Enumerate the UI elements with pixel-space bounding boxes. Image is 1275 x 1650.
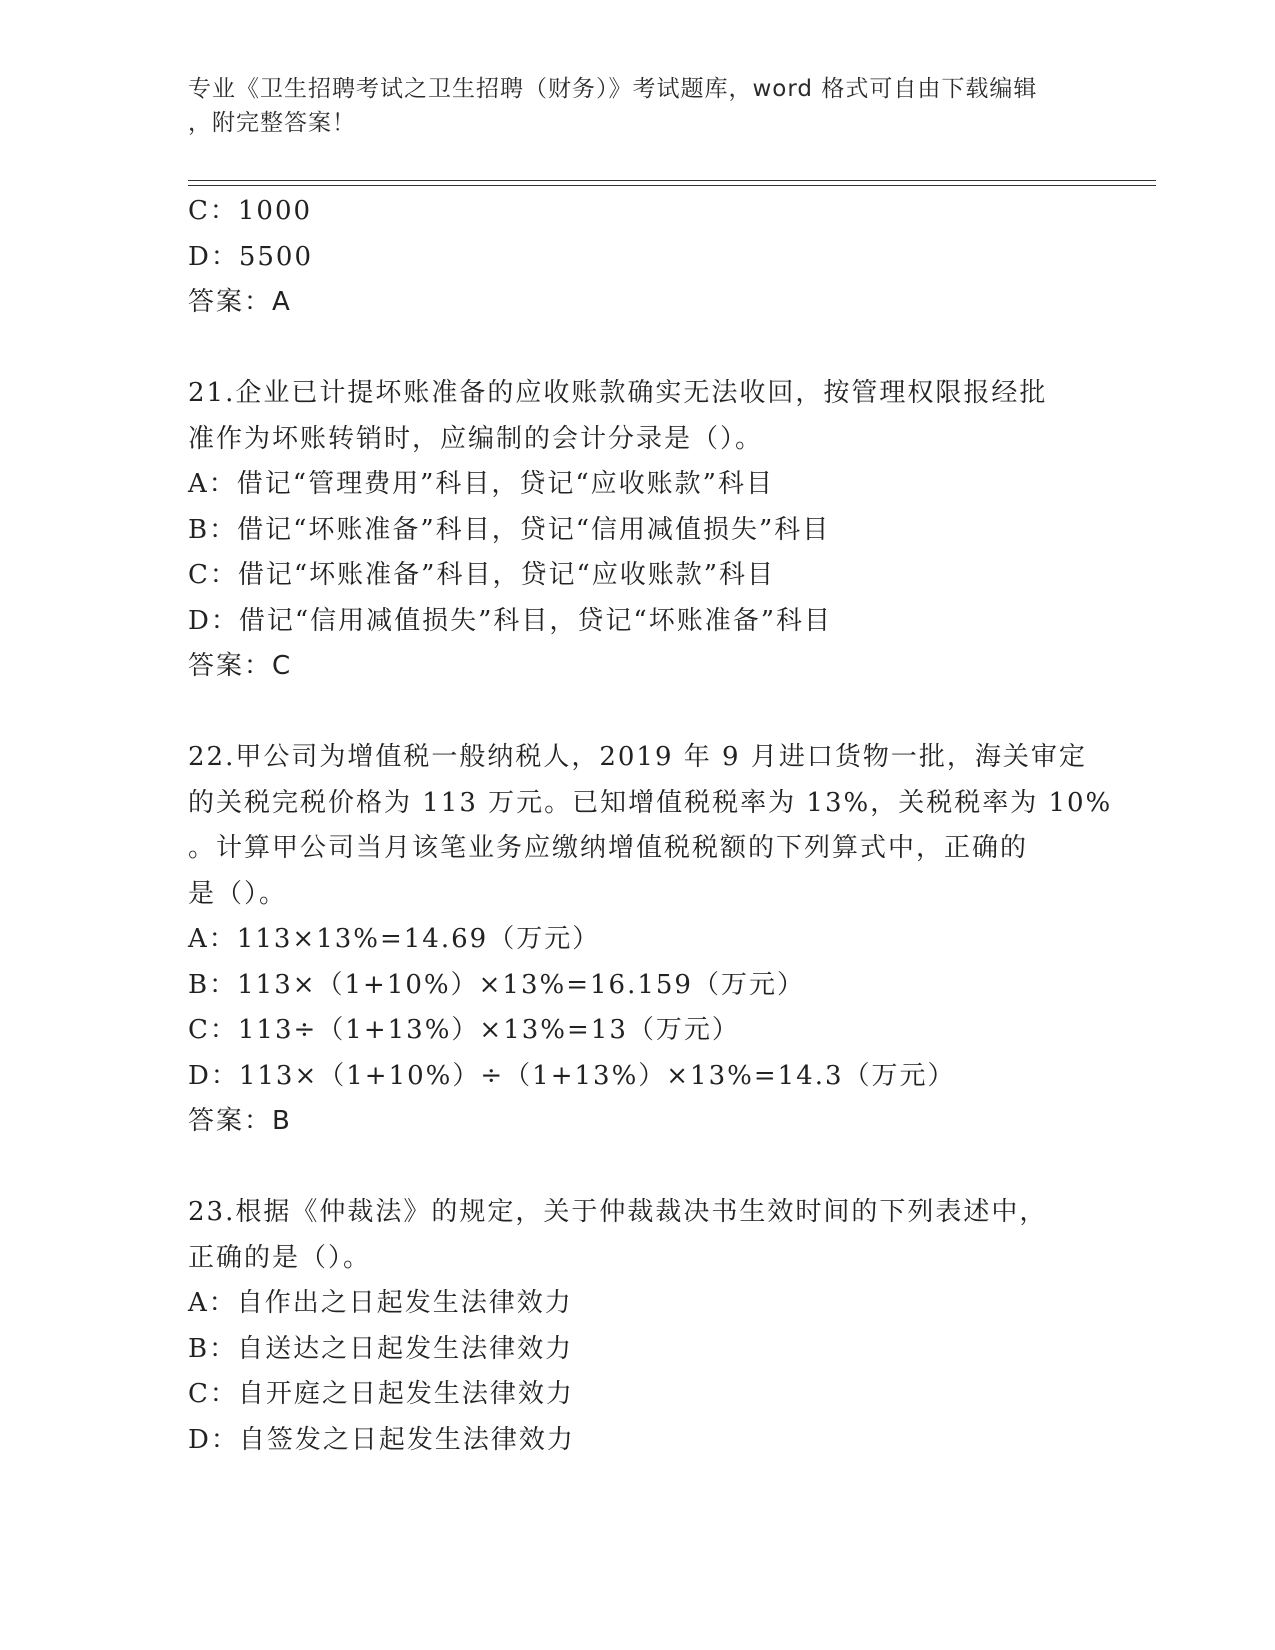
question-23: [188, 1190, 1128, 1463]
question-21: [188, 371, 1128, 690]
question-text: 22.甲公司为增值税一般纳税人，2019 年 9 月进口货物一批，海关审定: [188, 742, 1087, 772]
answer: 答案：A: [188, 287, 292, 317]
question-text: 。计算甲公司当月该笔业务应缴纳增值税税额的下列算式中，正确的: [188, 833, 1029, 863]
header-divider-top: [188, 180, 1156, 181]
question-22: [188, 735, 1128, 1145]
spacer: [188, 690, 1128, 736]
question-text: 是（）。: [188, 878, 288, 909]
option-b: B：自送达之日起发生法律效力: [188, 1333, 574, 1364]
option-b: B：借记“坏账准备”科目，贷记“信用减值损失”科目: [188, 514, 831, 545]
option-c: C：自开庭之日起发生法律效力: [188, 1379, 574, 1409]
answer: 答案：C: [188, 651, 293, 681]
option-a: A：113×13%=14.69（万元）: [188, 924, 601, 954]
option-d: D：5500: [188, 241, 314, 272]
answer: 答案：B: [188, 1106, 292, 1136]
header-line-2: ，附完整答案！: [188, 110, 356, 136]
question-text: 的关税完税价格为 113 万元。已知增值税税率为 13%，关税税率为 10%: [188, 787, 1113, 818]
option-d: D：自签发之日起发生法律效力: [188, 1424, 575, 1455]
question-text: 21.企业已计提坏账准备的应收账款确实无法收回，按管理权限报经批: [188, 378, 1048, 408]
option-a: A：借记“管理费用”科目，贷记“应收账款”科目: [188, 469, 774, 499]
option-d: D：借记“信用减值损失”科目，贷记“坏账准备”科目: [188, 605, 833, 636]
option-c: C：113÷（1+13%）×13%=13（万元）: [188, 1015, 740, 1045]
option-a: A：自作出之日起发生法律效力: [188, 1288, 573, 1318]
header-line-1: 专业《卫生招聘考试之卫生招聘（财务）》考试题库，word 格式可自由下载编辑: [188, 76, 1038, 102]
option-b: B：113×（1+10%）×13%=16.159（万元）: [188, 969, 805, 1000]
option-c: C：借记“坏账准备”科目，贷记“应收账款”科目: [188, 560, 776, 590]
question-content: [188, 189, 1128, 1463]
spacer: [188, 326, 1128, 372]
spacer: [188, 1145, 1128, 1191]
question-text: 23.根据《仲裁法》的规定，关于仲裁裁决书生效时间的下列表述中，: [188, 1197, 1048, 1227]
question-text: 准作为坏账转销时，应编制的会计分录是（）。: [188, 423, 764, 454]
question-text: 正确的是（）。: [188, 1242, 372, 1273]
header-divider-bottom: [188, 185, 1156, 186]
page-header: [188, 72, 1088, 140]
previous-question: [188, 189, 1128, 326]
option-c: C：1000: [188, 196, 313, 226]
option-d: D：113×（1+10%）÷（1+13%）×13%=14.3（万元）: [188, 1060, 956, 1091]
